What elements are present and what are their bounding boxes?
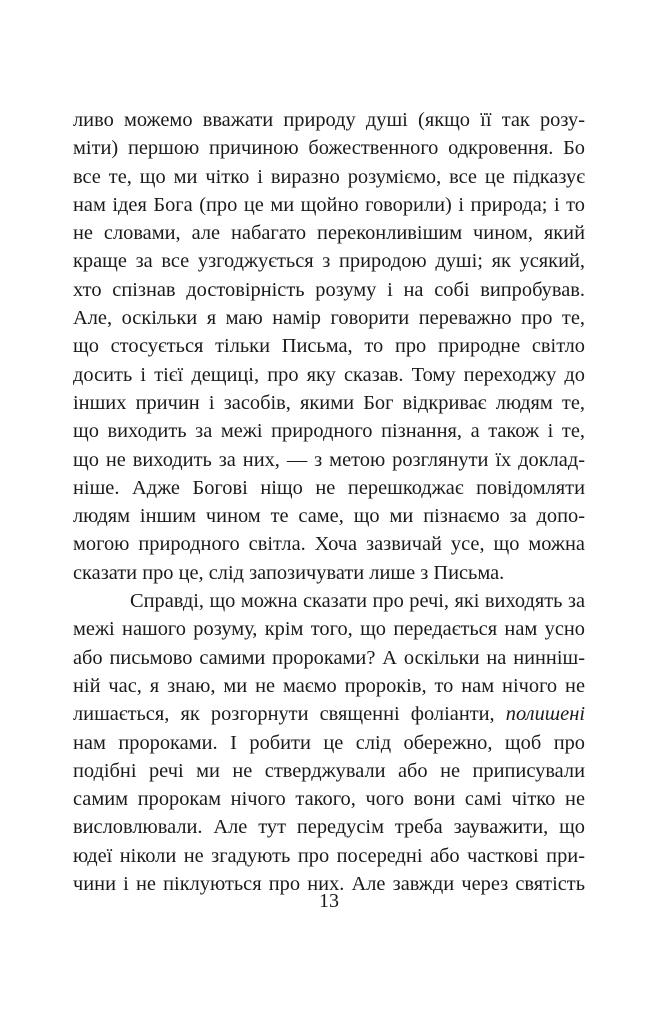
text-line: висловлювали. Але тут передусім треба зауважити, що <box>73 816 585 839</box>
text-line: самим пророкам нічого такого, чого вони самі чітко не <box>73 788 585 811</box>
italic-word: полишені <box>505 703 585 726</box>
text-line: сказати про це, слід запозичувати лише з Письма. <box>73 561 505 584</box>
text-line: або письмово самими пророками? А оскільки на нинніш- <box>73 646 585 669</box>
text-line: ній час, я знаю, ми не маємо пророків, то нам нічого не <box>73 674 585 697</box>
text-line: що не виходить за них, — з метою розглянути їх доклад- <box>73 448 585 471</box>
text-line: людям іншим чином те саме, що ми пізнаємо за допо- <box>73 505 585 528</box>
text-line: могою природного світла. Хоча зазвичай усе, що можна <box>73 533 585 556</box>
text-line: Але, оскільки я маю намір говорити переважно про те, <box>73 307 585 330</box>
text-line: що виходить за межі природного пізнання, а також і те, <box>73 420 585 443</box>
text-segment: лишається, як розгорнути священні фоліанти, <box>73 703 506 726</box>
text-line: хто спізнав достовірність розуму і на собі випробував. <box>73 278 585 301</box>
text-line <box>73 700 585 728</box>
text-line: юдеї ніколи не згадують про посередні або часткові при- <box>73 844 585 867</box>
text-line: все те, що ми чітко і виразно розуміємо, все це підказує <box>73 165 585 188</box>
text-line: нам ідея Бога (про це ми щойно говорили) і природа; і то <box>73 193 585 216</box>
text-line: подібні речі ми не стверджували або не приписували <box>73 759 585 782</box>
text-line: ніше. Адже Богові ніщо не перешкоджає повідомляти <box>73 476 585 499</box>
text-line: Справді, що можна сказати про речі, які виходять за <box>130 590 585 613</box>
text-line: ливо можемо вважати природу душі (якщо її так розу- <box>73 109 585 131</box>
text-line: що стосується тільки Письма, то про природне світло <box>73 335 585 358</box>
text-line: межі нашого розуму, крім того, що передається нам усно <box>73 618 585 641</box>
text-line: не словами, але набагато переконливішим чином, який <box>73 222 585 245</box>
text-line: краще за все узгоджується з природою душі; як усякий, <box>73 250 585 273</box>
text-line: міти) першою причиною божественного одкровення. Бо <box>73 137 585 160</box>
text-line: чини і не піклуються про них. Але завжди через святість <box>73 873 585 896</box>
page-number: 13 <box>319 890 339 912</box>
text-line: нам пророками. І робити це слід обережно, щоб про <box>73 731 585 754</box>
text-line: досить і тієї дещиці, про яку сказав. Тому переходжу до <box>73 363 585 386</box>
body-text <box>73 106 585 898</box>
text-line: інших причин і засобів, якими Бог відкриває людям те, <box>73 391 585 414</box>
